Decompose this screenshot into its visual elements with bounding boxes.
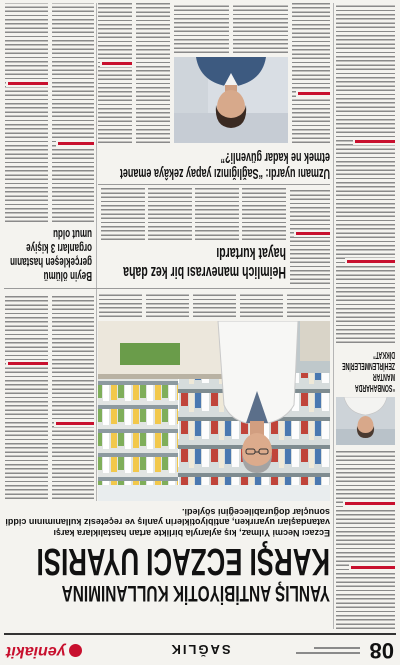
body-text-column <box>336 449 395 629</box>
red-subhead <box>298 92 330 95</box>
ai-story-headline: Uzmanı uyardı: “Sağlığınızı yapay zekâya emanet etmek ne kadar güvenli?” <box>119 149 330 182</box>
body-text-column <box>233 3 288 53</box>
main-subtitle: Eczacı Necmi Yılmaz, kış aylarıyla birlikte artan hastalıklara karşı vatandaşları uyarırken, antibiyotiklerin yanlış ve reçetesiz kullanımının ciddi sonuçlar doğurabileceğini söyledi. <box>5 507 330 538</box>
newspaper-logo <box>6 640 82 660</box>
body-text-column <box>148 188 192 240</box>
body-text-column <box>136 3 170 143</box>
body-text-column <box>99 293 142 317</box>
body-text-column <box>242 188 286 240</box>
body-text-column <box>195 188 239 240</box>
organ-story-headline: Beyin ölümü gerçekleşen hastanın organları 3 kişiye umut oldu <box>10 227 92 284</box>
red-subhead <box>355 140 395 143</box>
column-rule <box>333 3 334 629</box>
red-subhead <box>8 82 48 85</box>
body-text-column <box>5 3 48 222</box>
pharmacy-photo <box>98 321 330 501</box>
red-subhead <box>347 260 395 263</box>
section-title: SAĞLIK <box>169 642 231 657</box>
expert-portrait-photo <box>336 397 395 445</box>
date-line <box>296 652 360 654</box>
main-kicker: YANLIŞ ANTİBİYOTİK KULLANIMINA <box>61 581 330 606</box>
body-text-column <box>146 293 189 317</box>
red-subhead <box>102 62 132 65</box>
body-text-column <box>240 293 283 317</box>
logo-mark-icon <box>69 645 82 658</box>
section-rule <box>98 184 330 185</box>
body-text-column <box>52 3 94 222</box>
body-text-column <box>101 188 145 240</box>
heimlich-headline: Heimlich manevrası bir kez daha hayat kurtardı <box>123 244 286 282</box>
body-text-column <box>98 3 132 143</box>
red-subhead <box>8 362 48 365</box>
column-rule <box>96 3 97 501</box>
red-subhead <box>296 232 330 235</box>
body-text-column <box>290 188 330 284</box>
red-subhead <box>351 566 395 569</box>
expert-photo <box>174 57 288 143</box>
page-number: 08 <box>369 638 394 663</box>
body-text-column <box>5 293 48 499</box>
red-subhead <box>345 502 395 505</box>
body-text-column <box>52 293 94 499</box>
body-text-column <box>174 3 229 53</box>
date-line <box>314 647 360 649</box>
red-subhead <box>58 142 94 145</box>
body-text-column <box>292 3 330 143</box>
body-text-column <box>336 3 395 343</box>
main-headline: KARŞI ECZACI UYARISI <box>36 540 330 582</box>
body-text-column <box>193 293 236 317</box>
red-subhead <box>56 422 94 425</box>
logo-wordmark: yeniakit <box>6 643 66 660</box>
header-rule <box>4 634 396 636</box>
section-rule <box>4 288 330 289</box>
side-story-headline: “SONBAHARDA MANTAR ZEHİRLENMELERİNE DİKKAT” <box>342 349 395 393</box>
body-text-column <box>287 293 330 317</box>
